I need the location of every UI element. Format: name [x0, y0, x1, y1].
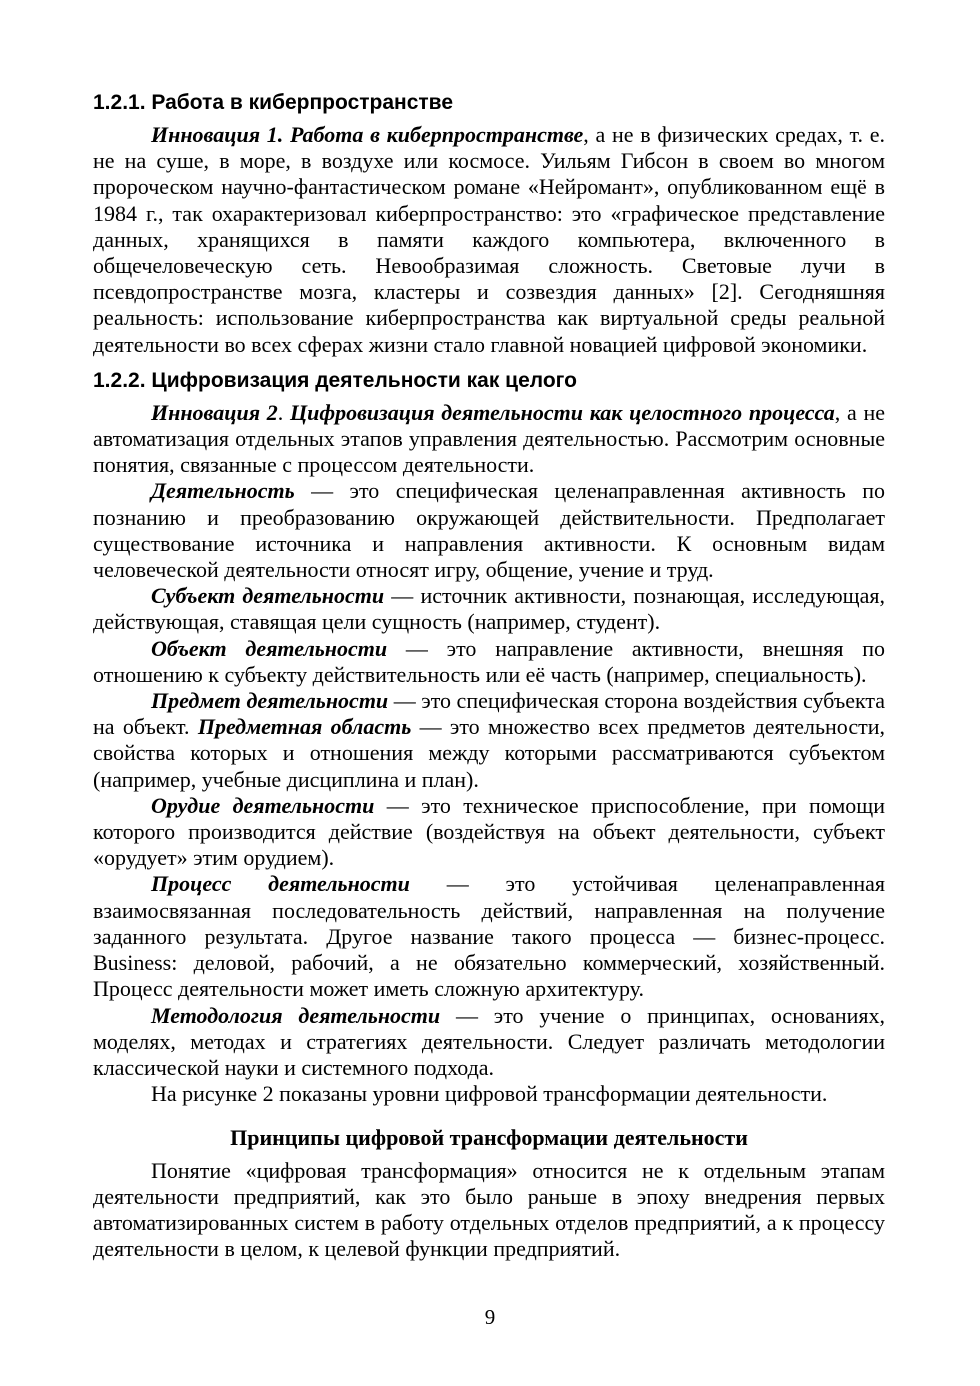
innovation-2-title: Цифровизация деятельности как целостного процесса — [289, 399, 835, 425]
definition-object — [93, 636, 885, 688]
definition-subject-text: — источник активности, познающая, исследующая, действующая, ставящая цели сущность (например, студент). — [93, 583, 885, 635]
definition-methodology — [93, 1003, 885, 1082]
definition-process-text: — это устойчивая целенаправленная взаимосвязанная последовательность действий, направленная на получение заданного результата. Другое название такого процесса — бизнес-процесс. Business: деловой, рабочий, а не обязательно коммерческий, хозяйственный. Процесс деятельности может иметь сложную архитектуру. — [93, 871, 885, 1002]
innovation-2-lead: Инновация 2 — [151, 399, 278, 425]
definition-object-text: — это направление активности, внешняя по отношению к субъекту действительность или её часть (например, специальность). — [93, 635, 885, 687]
page-number: 9 — [484, 1305, 496, 1329]
term-subject-area: Предметная область — [197, 714, 412, 740]
paragraph-innovation-1 — [93, 122, 885, 358]
principles-heading: Принципы цифровой трансформации деятельности — [230, 1125, 748, 1151]
paragraph-innovation-2 — [93, 400, 885, 479]
innovation-2-separator: . — [277, 399, 290, 425]
term-tool: Орудие деятельности — [151, 792, 375, 818]
term-activity: Деятельность — [151, 478, 295, 504]
definition-methodology-text: — это учение о принципах, основаниях, моделях, методах и стратегиях деятельности. Следует различать методологии классической науки и системного подхода. — [93, 1002, 885, 1080]
definition-process — [93, 871, 885, 1002]
innovation-1-lead: Инновация 1. Работа в киберпространстве — [151, 122, 584, 147]
term-process: Процесс деятельности — [151, 871, 410, 897]
section-heading-1-2-2: 1.2.2. Цифровизация деятельности как целого — [93, 368, 577, 392]
definition-activity — [93, 478, 885, 583]
term-subject-matter: Предмет деятельности — [151, 688, 389, 714]
definition-tool-text: — это техническое приспособление, при помощи которого производится действие (воздействуя на объект деятельности, субъект «орудует» этим орудием). — [93, 792, 885, 871]
figure-reference: На рисунке 2 показаны уровни цифровой трансформации деятельности. — [151, 1081, 828, 1107]
definition-subject-area-text: — это множество всех предметов деятельности, свойства которых и отношения между которыми рассматриваются субъектом (например, учебные дисциплина и план). — [93, 714, 885, 792]
term-object: Объект деятельности — [151, 635, 388, 661]
term-methodology: Методология деятельности — [151, 1002, 441, 1028]
page-content — [93, 90, 885, 1262]
innovation-2-text: , а не автоматизация отдельных этапов управления деятельностью. Рассмотрим основные понятия, связанные с процессом деятельности. — [93, 399, 885, 478]
definition-activity-text: — это специфическая целенаправленная активность по познанию и преобразованию окружающей действительности. Предполагает существование источника и направления активности. К основным видам человеческой деятельности относят игру, общение, учение и труд. — [93, 478, 885, 583]
innovation-1-text: , а не в физических средах, т. е. не на суше, в море, в воздухе или космосе. Уильям Гибсон в своем во многом пророческом научно-фантастическом романе «Нейромант», опубликованном ещё в 1984 г., так охарактеризовал киберпространство: это «графическое представление данных, хранящихся в памяти каждого компьютера, включенного в общечеловеческую сеть. Невообразимая сложность. Световые лучи в псевдопространстве мозга, кластеры и созвездия данных» [2]. Сегодняшняя реальность: использование киберпространства как виртуальной среды реальной деятельности во всех сферах жизни стало главной новацией цифровой экономики. — [93, 122, 885, 357]
definition-subject — [93, 583, 885, 635]
principles-paragraph: Понятие «цифровая трансформация» относится не к отдельным этапам деятельности предприятий, как это было раньше в эпоху внедрения первых автоматизированных систем в работу отдельных отделов предприятий, а к процессу деятельности в целом, к целевой функции предприятий. — [93, 1157, 885, 1262]
section-heading-1-2-1: 1.2.1. Работа в киберпространстве — [93, 91, 453, 114]
definition-subject-matter — [93, 688, 885, 793]
definition-tool — [93, 793, 885, 872]
term-subject: Субъект деятельности — [151, 583, 385, 609]
definition-subject-matter-text: — это специфическая сторона воздействия субъекта на объект. — [93, 688, 886, 740]
